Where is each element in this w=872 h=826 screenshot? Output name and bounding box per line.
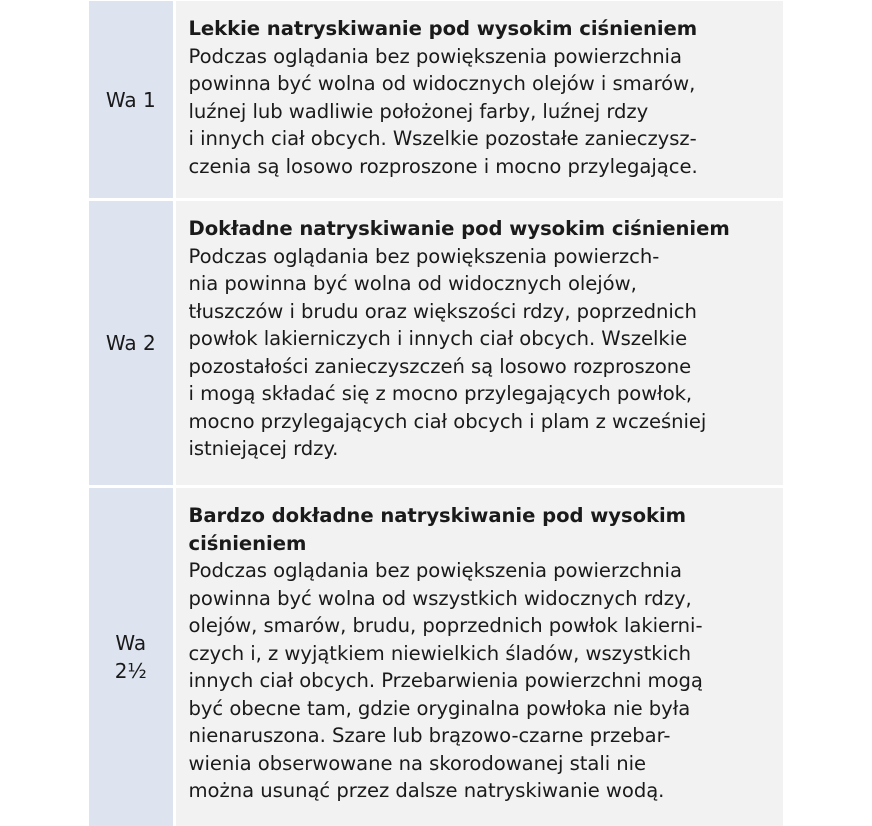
description-line: innych ciał obcych. Przebarwienia powierzchni mogą bbox=[188, 669, 703, 692]
description-line: powinna być wolna od wszystkich widocznych rdzy, bbox=[188, 586, 692, 610]
description-line: Podczas oglądania bez powiększenia powierzch- bbox=[188, 244, 660, 268]
grade-title: Lekkie natryskiwanie pod wysokim ciśnieniem bbox=[188, 17, 698, 40]
description-line: i mogą składać się z mocno przylegających powłok, bbox=[188, 382, 693, 405]
grade-title: Dokładne natryskiwanie pod wysokim ciśnieniem bbox=[188, 217, 730, 240]
description-line: można usunąć przez dalsze natryskiwanie wodą. bbox=[188, 779, 665, 802]
table-row bbox=[89, 487, 783, 826]
grade-label: Wa bbox=[115, 631, 147, 655]
description-line: wienia obserwowane na skorodowanej stali nie bbox=[188, 751, 647, 775]
table-row bbox=[89, 1, 783, 200]
grade-label: 2½ bbox=[114, 659, 147, 683]
grade-description-cell bbox=[174, 487, 783, 826]
description-line: istniejącej rdzy. bbox=[188, 437, 339, 460]
description-line: powłok lakierniczych i innych ciał obcych. Wszelkie bbox=[188, 327, 688, 350]
description-line: czych i, z wyjątkiem niewielkich śladów, wszystkich bbox=[188, 641, 691, 665]
description-line: nia powinna być wolna od widocznych olejów, bbox=[188, 272, 637, 295]
description-line: powinna być wolna od widocznych olejów i smarów, bbox=[188, 72, 696, 95]
grade-label-cell bbox=[89, 487, 174, 826]
grade-description-cell bbox=[174, 1, 783, 200]
grade-description-cell bbox=[174, 200, 783, 487]
description-line: nienaruszona. Szare lub brązowo-czarne przebar- bbox=[188, 724, 671, 747]
description-line: i innych ciał obcych. Wszelkie pozostałe zanieczysz- bbox=[188, 127, 697, 150]
description-line: luźnej lub wadliwie położonej farby, luźnej rdzy bbox=[188, 99, 649, 123]
grade-title: Bardzo dokładne natryskiwanie pod wysokim bbox=[188, 504, 687, 527]
description-line: mocno przylegających ciał obcych i plam z wcześniej bbox=[188, 409, 707, 433]
description-line: tłuszczów i brudu oraz większości rdzy, poprzednich bbox=[188, 299, 697, 323]
description-line: Podczas oglądania bez powiększenia powierzchnia bbox=[188, 44, 682, 68]
description-line: olejów, smarów, brudu, poprzednich powłok lakierni- bbox=[188, 614, 703, 637]
description-line: Podczas oglądania bez powiększenia powierzchnia bbox=[188, 559, 682, 582]
description-line: być obecne tam, gdzie oryginalna powłoka nie była bbox=[188, 696, 691, 720]
water-jetting-grades-table bbox=[89, 1, 783, 826]
grade-label: Wa 2 bbox=[105, 331, 156, 355]
grade-title: ciśnieniem bbox=[188, 531, 307, 555]
description-line: pozostałości zanieczyszczeń są losowo rozproszone bbox=[188, 354, 692, 378]
table-row bbox=[89, 200, 783, 487]
grade-label: Wa 1 bbox=[105, 87, 156, 112]
grade-label-cell bbox=[89, 1, 174, 200]
description-line: czenia są losowo rozproszone i mocno przylegające. bbox=[188, 154, 698, 178]
grade-label-cell bbox=[89, 200, 174, 487]
